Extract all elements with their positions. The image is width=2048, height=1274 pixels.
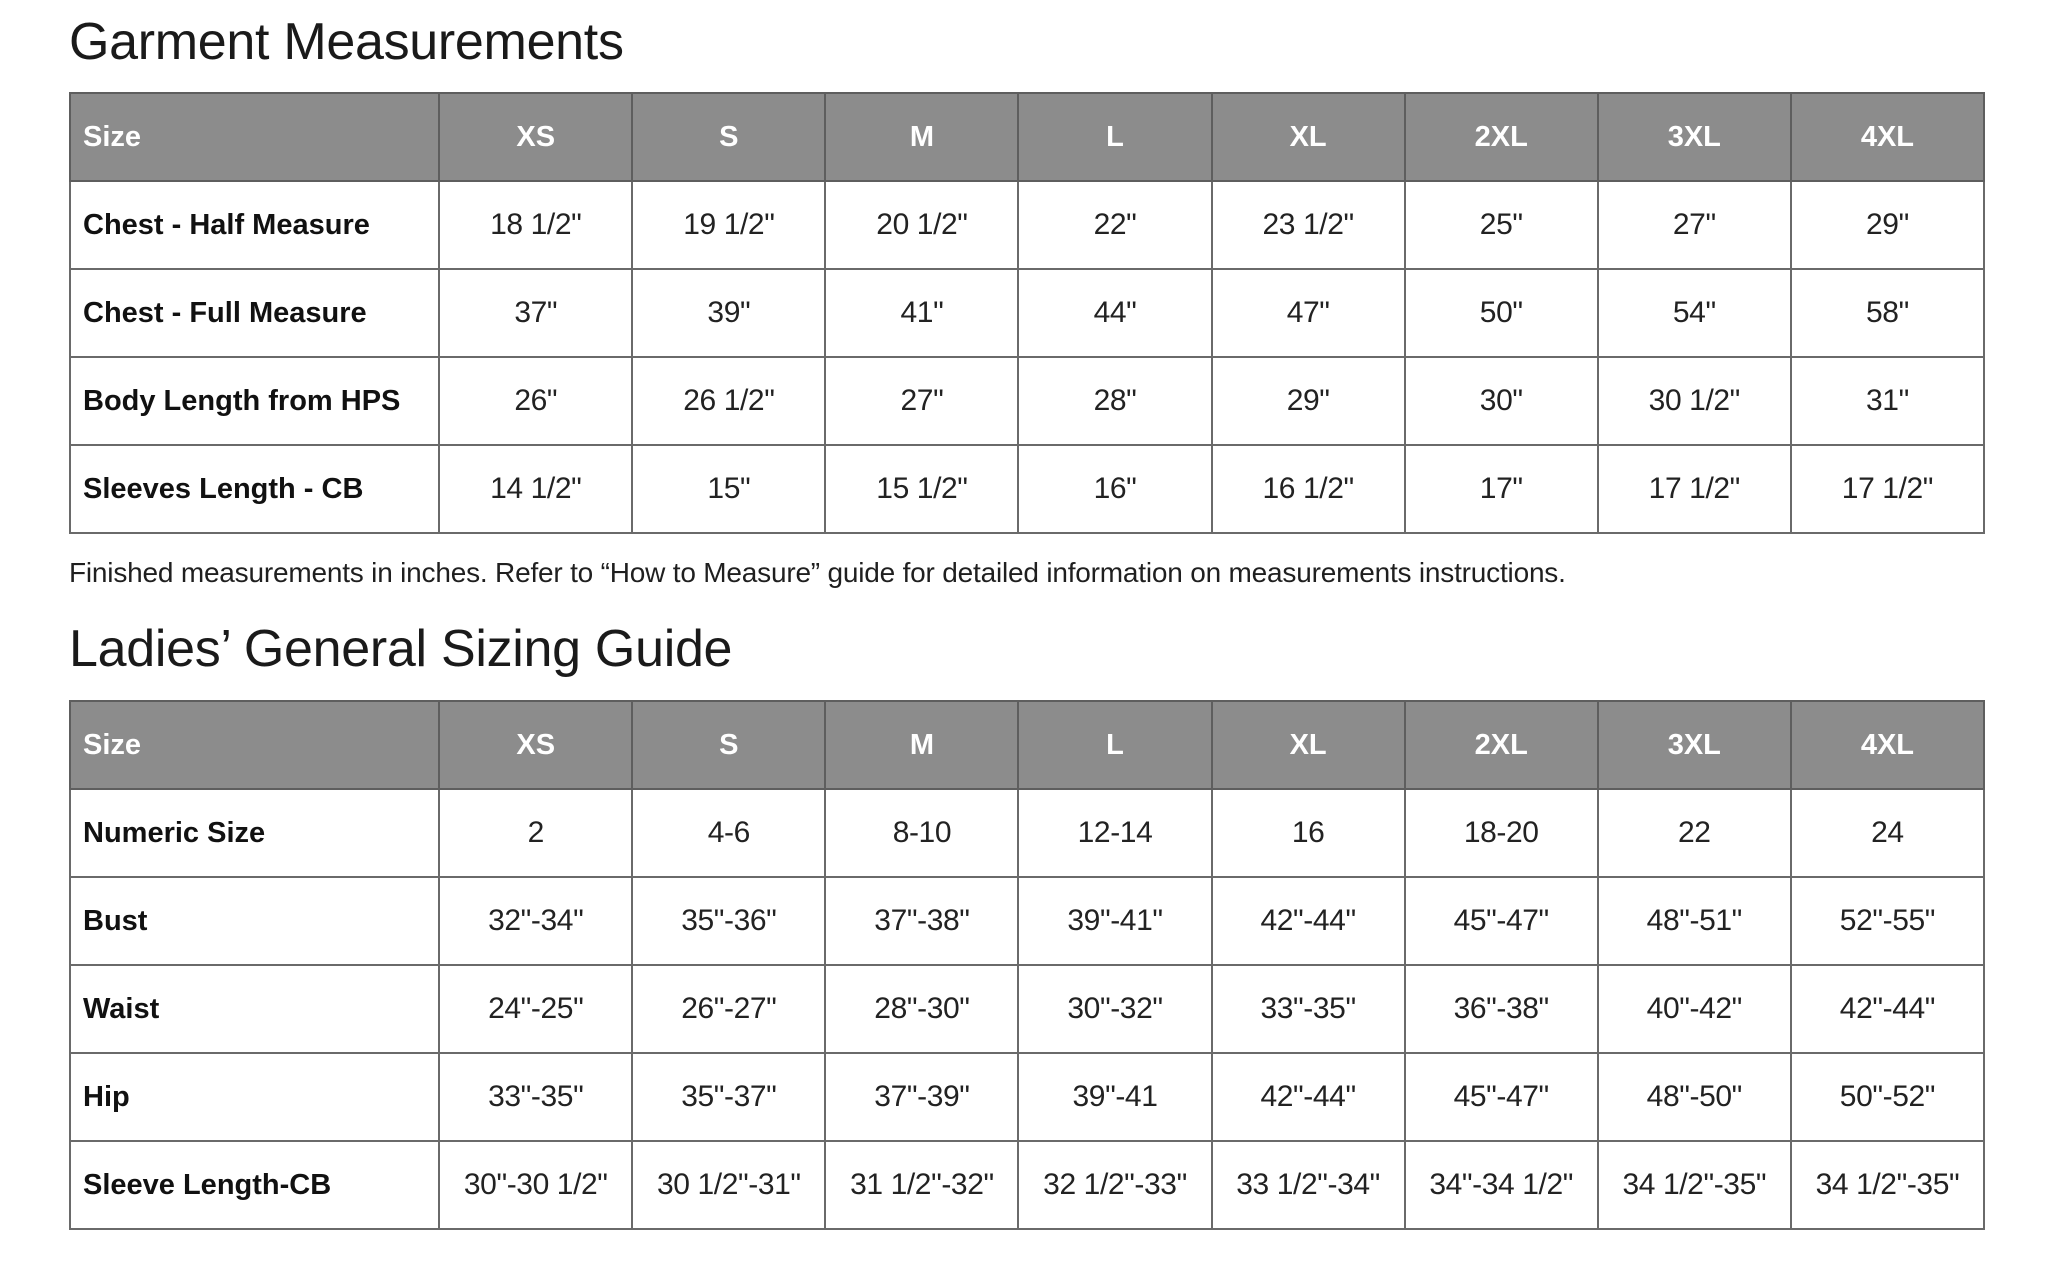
table-cell: 50" xyxy=(1405,269,1598,357)
table-cell: 54" xyxy=(1598,269,1791,357)
table-row xyxy=(70,445,1984,533)
size-header-2xl: 2XL xyxy=(1405,93,1598,181)
table-cell: 37" xyxy=(439,269,632,357)
size-header-xs: XS xyxy=(439,93,632,181)
table-cell: 22" xyxy=(1018,181,1211,269)
size-column-header: Size xyxy=(70,93,439,181)
table-cell: 37"-39" xyxy=(825,1053,1018,1141)
table-cell: 42"-44" xyxy=(1212,877,1405,965)
table-cell: 30" xyxy=(1405,357,1598,445)
row-label: Bust xyxy=(70,877,439,965)
row-label: Numeric Size xyxy=(70,789,439,877)
table-cell: 35"-36" xyxy=(632,877,825,965)
table-cell: 29" xyxy=(1791,181,1984,269)
table-cell: 30 1/2" xyxy=(1598,357,1791,445)
size-header-2xl: 2XL xyxy=(1405,701,1598,789)
table-cell: 42"-44" xyxy=(1791,965,1984,1053)
table-cell: 30 1/2"-31" xyxy=(632,1141,825,1229)
table-cell: 26 1/2" xyxy=(632,357,825,445)
table-row xyxy=(70,1053,1984,1141)
table-cell: 31" xyxy=(1791,357,1984,445)
table-cell: 16 1/2" xyxy=(1212,445,1405,533)
row-label: Sleeve Length-CB xyxy=(70,1141,439,1229)
row-label: Chest - Half Measure xyxy=(70,181,439,269)
row-label: Sleeves Length - CB xyxy=(70,445,439,533)
row-label: Body Length from HPS xyxy=(70,357,439,445)
table-cell: 17 1/2" xyxy=(1791,445,1984,533)
table-cell: 27" xyxy=(825,357,1018,445)
table-cell: 26" xyxy=(439,357,632,445)
table-row xyxy=(70,181,1984,269)
row-label: Chest - Full Measure xyxy=(70,269,439,357)
table-cell: 39"-41 xyxy=(1018,1053,1211,1141)
table-cell: 2 xyxy=(439,789,632,877)
table-cell: 35"-37" xyxy=(632,1053,825,1141)
table-cell: 45"-47" xyxy=(1405,1053,1598,1141)
table-cell: 33"-35" xyxy=(1212,965,1405,1053)
table-cell: 39"-41" xyxy=(1018,877,1211,965)
table-cell: 39" xyxy=(632,269,825,357)
table-row xyxy=(70,877,1984,965)
size-header-4xl: 4XL xyxy=(1791,701,1984,789)
table-cell: 16" xyxy=(1018,445,1211,533)
table-cell: 33"-35" xyxy=(439,1053,632,1141)
size-header-s: S xyxy=(632,701,825,789)
table-cell: 32 1/2"-33" xyxy=(1018,1141,1211,1229)
table-cell: 8-10 xyxy=(825,789,1018,877)
table-row xyxy=(70,965,1984,1053)
row-label: Hip xyxy=(70,1053,439,1141)
ladies-sizing-guide-title: Ladies’ General Sizing Guide xyxy=(69,620,733,678)
table-cell: 18-20 xyxy=(1405,789,1598,877)
table-row xyxy=(70,357,1984,445)
table-cell: 26"-27" xyxy=(632,965,825,1053)
table-cell: 17 1/2" xyxy=(1598,445,1791,533)
table-cell: 17" xyxy=(1405,445,1598,533)
table-cell: 48"-51" xyxy=(1598,877,1791,965)
size-header-m: M xyxy=(825,701,1018,789)
table-cell: 37"-38" xyxy=(825,877,1018,965)
table-cell: 42"-44" xyxy=(1212,1053,1405,1141)
table-cell: 28"-30" xyxy=(825,965,1018,1053)
size-header-3xl: 3XL xyxy=(1598,701,1791,789)
table-cell: 28" xyxy=(1018,357,1211,445)
size-header-m: M xyxy=(825,93,1018,181)
size-header-s: S xyxy=(632,93,825,181)
table-cell: 24"-25" xyxy=(439,965,632,1053)
table-cell: 20 1/2" xyxy=(825,181,1018,269)
table-cell: 14 1/2" xyxy=(439,445,632,533)
table-cell: 23 1/2" xyxy=(1212,181,1405,269)
table-cell: 30"-32" xyxy=(1018,965,1211,1053)
table-cell: 36"-38" xyxy=(1405,965,1598,1053)
table-cell: 47" xyxy=(1212,269,1405,357)
ladies-sizing-guide-table xyxy=(69,700,1985,1230)
table-cell: 34 1/2"-35" xyxy=(1791,1141,1984,1229)
garment-measurements-table xyxy=(69,92,1985,534)
size-header-xs: XS xyxy=(439,701,632,789)
garment-measurements-title: Garment Measurements xyxy=(69,13,624,71)
table-cell: 15 1/2" xyxy=(825,445,1018,533)
table-row xyxy=(70,269,1984,357)
table-cell: 41" xyxy=(825,269,1018,357)
table-cell: 48"-50" xyxy=(1598,1053,1791,1141)
size-header-xl: XL xyxy=(1212,701,1405,789)
table-cell: 30"-30 1/2" xyxy=(439,1141,632,1229)
row-label: Waist xyxy=(70,965,439,1053)
measurement-note: Finished measurements in inches. Refer to “How to Measure” guide for detailed information on measurements instructions. xyxy=(69,557,1566,588)
table-cell: 27" xyxy=(1598,181,1791,269)
table-header-row xyxy=(70,701,1984,789)
table-cell: 24 xyxy=(1791,789,1984,877)
table-cell: 15" xyxy=(632,445,825,533)
table-cell: 40"-42" xyxy=(1598,965,1791,1053)
table-row xyxy=(70,1141,1984,1229)
size-header-4xl: 4XL xyxy=(1791,93,1984,181)
size-header-l: L xyxy=(1018,701,1211,789)
table-cell: 12-14 xyxy=(1018,789,1211,877)
table-cell: 4-6 xyxy=(632,789,825,877)
table-cell: 29" xyxy=(1212,357,1405,445)
table-cell: 19 1/2" xyxy=(632,181,825,269)
table-cell: 22 xyxy=(1598,789,1791,877)
table-cell: 44" xyxy=(1018,269,1211,357)
table-cell: 45"-47" xyxy=(1405,877,1598,965)
size-header-3xl: 3XL xyxy=(1598,93,1791,181)
table-cell: 33 1/2"-34" xyxy=(1212,1141,1405,1229)
table-cell: 16 xyxy=(1212,789,1405,877)
size-column-header: Size xyxy=(70,701,439,789)
table-cell: 50"-52" xyxy=(1791,1053,1984,1141)
size-header-l: L xyxy=(1018,93,1211,181)
table-cell: 18 1/2" xyxy=(439,181,632,269)
table-row xyxy=(70,789,1984,877)
table-cell: 34"-34 1/2" xyxy=(1405,1141,1598,1229)
table-cell: 25" xyxy=(1405,181,1598,269)
table-cell: 32"-34" xyxy=(439,877,632,965)
table-cell: 31 1/2"-32" xyxy=(825,1141,1018,1229)
table-cell: 34 1/2"-35" xyxy=(1598,1141,1791,1229)
table-header-row xyxy=(70,93,1984,181)
table-cell: 58" xyxy=(1791,269,1984,357)
table-cell: 52"-55" xyxy=(1791,877,1984,965)
size-header-xl: XL xyxy=(1212,93,1405,181)
